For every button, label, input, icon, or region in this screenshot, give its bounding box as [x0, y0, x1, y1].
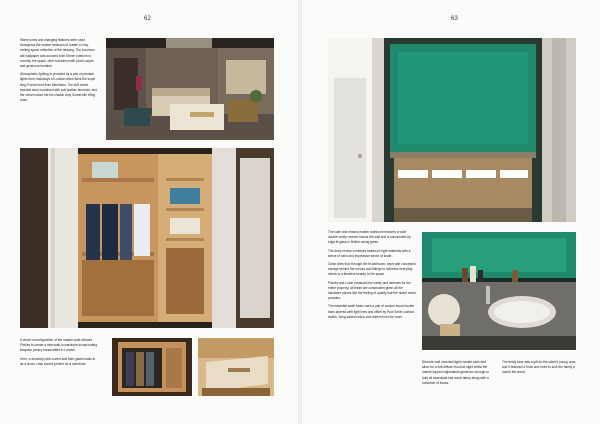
bedroom-illustration: [106, 38, 274, 140]
body-paragraph: The calm and relaxed master bathroom features a wide double vanity reverse shows the wall and is surrounded by edge lit glass in British racing green.: [328, 230, 411, 245]
bathroom-text-column: [328, 230, 416, 323]
teddy-text: [502, 360, 576, 379]
bedroom-photo: [106, 38, 274, 140]
caption-paragraph: Here, a dressing robe covers and then glazed walk-in as a clean, crisp accent perfect for a wardrobe.: [20, 356, 96, 366]
wardrobe-illustration: [20, 148, 274, 328]
joinery-detail-photo: [112, 338, 192, 396]
left-page: [0, 0, 298, 424]
body-paragraph: Clean lines flow through the fit bathroom, each with concealed storage behind the mirrors and fittings to minimise everyday needs to a timeless beauty to the space.: [328, 262, 416, 277]
body-paragraph: Pickles and Lume produced the vanity and cabinets for the entire property, all these are constructed given all the hardware pieces like the feeling of quality that the nickel metal provides.: [328, 280, 416, 301]
body-paragraph: The deep recess combines bathroom light materials with a sense of calm and impressive sense of scale.: [328, 248, 411, 258]
drawer-illustration: [198, 338, 274, 396]
drawer-detail-photo: [198, 338, 274, 396]
bathroom-illustration: [328, 38, 576, 222]
intro-text: [20, 38, 98, 106]
basin-detail-photo: [422, 232, 576, 350]
page-number-left: 62: [144, 16, 152, 22]
body-paragraph: The teddy bear was a gift for the client's young ones and it featured a Sock and more to love the family a month the world.: [502, 360, 576, 375]
page-number-right: 63: [451, 16, 459, 22]
basin-illustration: [422, 232, 576, 350]
intro-paragraph: Warm tones and changing features were used throughout the master bedroom to create a cosy, inviting space reflective of the relaxing. The luxurious silk wallpaper was sourced from Sheen Interiors to envelop the space, here combined with plush carpet and generous furniture.: [20, 38, 95, 69]
intro-paragraph: Atmospheric lighting is provided by a pair of pendant lights from Holloways of Ludlow which flank the super king Truman bed from Meridians. The soft velvet bedside stool combined with soft leather armchair, and the velvet colour set the classic Amy Somerville Wing chair.: [20, 72, 97, 103]
caption-text: [20, 338, 98, 370]
bathroom-photo: [328, 38, 576, 222]
caption-paragraph: A clever reconfiguration of the master suite allowed Pickles to create a new walk-in wardrobe incorporating bespoke joinery handcrafted in London.: [20, 338, 98, 353]
nightstand-text: [422, 360, 494, 389]
body-paragraph: Discrete wall mounted lights beside each bed allow for a soft diffuse mood at night whilst the marble topped nightstands generous enough to hold all essentials has some damp along with a collection of books.: [422, 360, 489, 385]
right-page: [302, 0, 600, 424]
body-paragraph: The essential wash basin uses a pair of custom stood double bank layered with light lines and offset by Paul Smith cushion switch, bring added colour and interest into the room.: [328, 304, 415, 319]
joinery-illustration: [112, 338, 192, 396]
wardrobe-photo: [20, 148, 274, 328]
